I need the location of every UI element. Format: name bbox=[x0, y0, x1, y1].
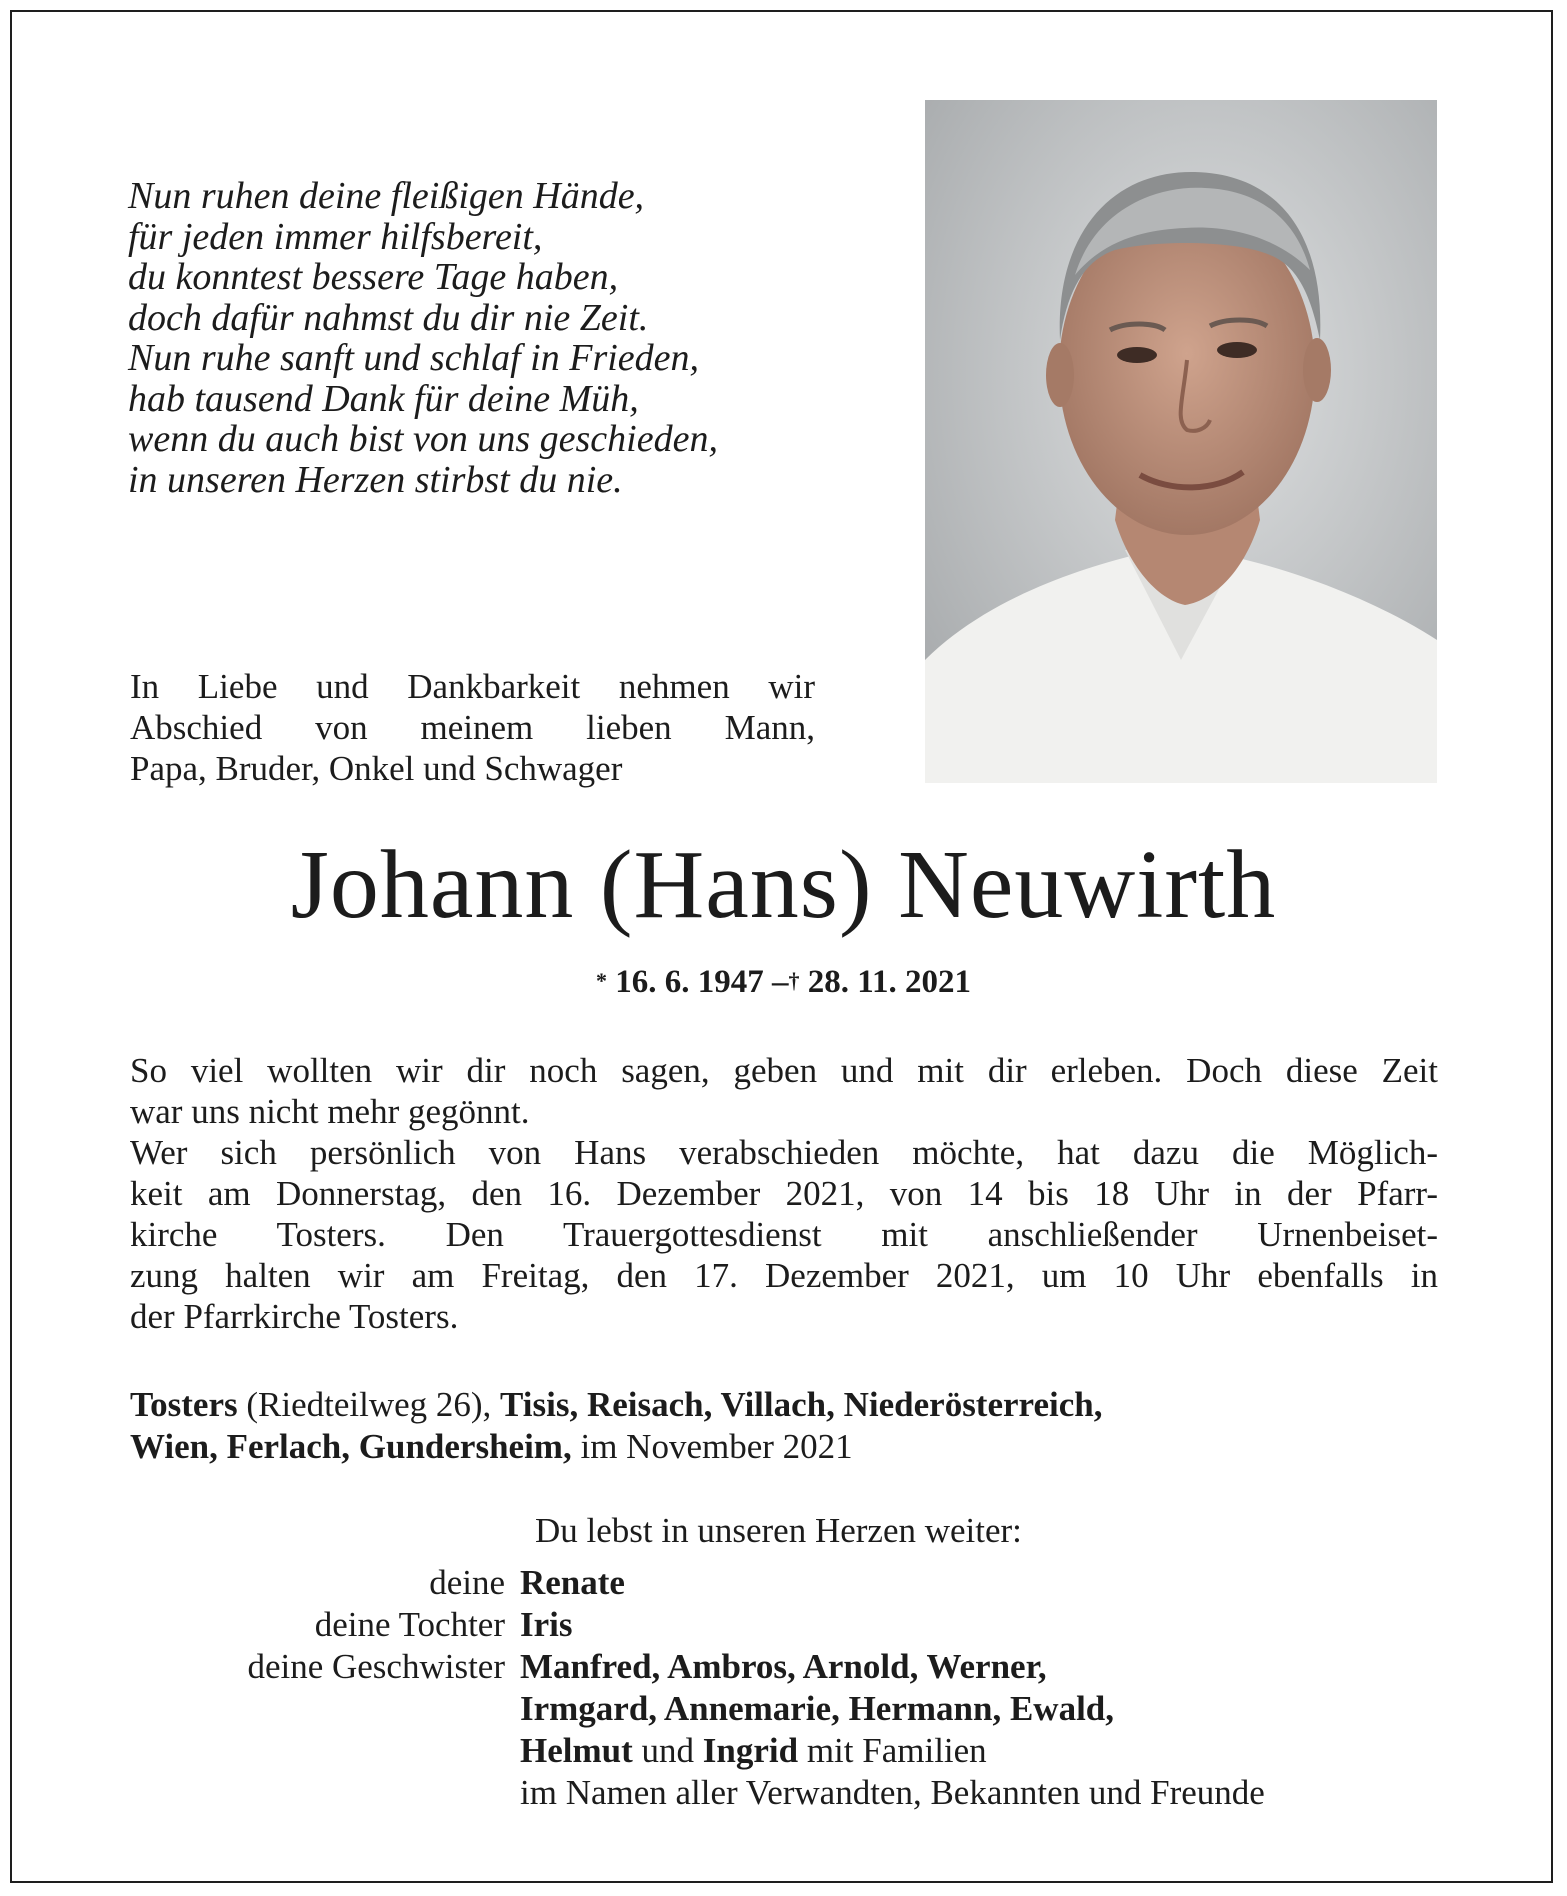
date-dash: – bbox=[772, 964, 789, 1000]
birth-mark: * bbox=[596, 968, 608, 993]
signers bbox=[130, 1562, 1438, 1814]
signer-name: Ingrid bbox=[702, 1731, 799, 1770]
intro-line: Papa, Bruder, Onkel und Schwager bbox=[130, 749, 623, 788]
signer-relation: deine bbox=[429, 1563, 505, 1602]
poem-line: du konntest bessere Tage haben, bbox=[128, 256, 619, 298]
message-line: war uns nicht mehr gegönnt. bbox=[130, 1092, 530, 1131]
place-date: im November 2021 bbox=[571, 1427, 853, 1466]
poem-line: wenn du auch bist von uns geschieden, bbox=[128, 418, 718, 460]
signer-relation: deine Tochter bbox=[314, 1605, 505, 1644]
place-list: Wien, Ferlach, Gundersheim, bbox=[130, 1427, 572, 1466]
deceased-name: Johann (Hans) Neuwirth bbox=[290, 831, 1277, 939]
signer-closing: im Namen aller Verwandten, Bekannten und Freunde bbox=[520, 1773, 1265, 1812]
message-line: Wer sich persönlich von Hans verabschieden möchte, hat dazu die Möglich- bbox=[130, 1133, 1438, 1172]
birth-date: 16. 6. 1947 bbox=[615, 964, 764, 1000]
signer-name: Renate bbox=[520, 1563, 625, 1602]
portrait-photo bbox=[925, 100, 1437, 783]
message-line: keit am Donnerstag, den 16. Dezember 2021, von 14 bis 18 Uhr in der Pfarr- bbox=[130, 1174, 1438, 1213]
poem-line: für jeden immer hilfsbereit, bbox=[128, 215, 543, 258]
signer-name: Manfred, Ambros, Arnold, Werner, bbox=[520, 1647, 1047, 1686]
poem-line: Nun ruhe sanft und schlaf in Frieden, bbox=[128, 337, 700, 379]
message-line: zung halten wir am Freitag, den 17. Dezember 2021, um 10 Uhr ebenfalls in bbox=[130, 1256, 1438, 1295]
poem-line: Nun ruhen deine fleißigen Hände, bbox=[128, 175, 645, 217]
death-mark: † bbox=[788, 968, 800, 993]
farewell-line: Du lebst in unseren Herzen weiter: bbox=[535, 1511, 1022, 1550]
intro-line: In Liebe und Dankbarkeit nehmen wir bbox=[130, 667, 815, 706]
place-address: (Riedteilweg 26), bbox=[237, 1385, 501, 1424]
signer-conjunction: und bbox=[632, 1731, 703, 1770]
life-dates bbox=[0, 962, 1567, 1005]
signer-name: Iris bbox=[520, 1605, 573, 1644]
message-line: der Pfarrkirche Tosters. bbox=[130, 1297, 459, 1336]
intro-text bbox=[130, 666, 815, 789]
places-line bbox=[130, 1384, 1438, 1468]
signer-name: Helmut bbox=[520, 1731, 633, 1770]
poem bbox=[128, 176, 778, 500]
signer-suffix: mit Familien bbox=[798, 1731, 987, 1770]
message-line: So viel wollten wir dir noch sagen, geben und mit dir erleben. Doch diese Zeit bbox=[130, 1051, 1438, 1090]
poem-line: hab tausend Dank für deine Müh, bbox=[128, 377, 639, 420]
death-date: 28. 11. 2021 bbox=[807, 964, 971, 1000]
message-text bbox=[130, 1050, 1438, 1337]
signer-relation: deine Geschwister bbox=[247, 1647, 505, 1686]
signer-name: Irmgard, Annemarie, Hermann, Ewald, bbox=[520, 1689, 1115, 1728]
poem-line: in unseren Herzen stirbst du nie. bbox=[128, 458, 623, 501]
intro-line: Abschied von meinem lieben Mann, bbox=[130, 708, 815, 747]
place-list: Tisis, Reisach, Villach, Niederösterreich, bbox=[500, 1385, 1103, 1424]
message-line: kirche Tosters. Den Trauergottesdienst mit anschließender Urnenbeiset- bbox=[130, 1215, 1438, 1254]
place-tosters: Tosters bbox=[130, 1385, 238, 1424]
poem-line: doch dafür nahmst du dir nie Zeit. bbox=[128, 296, 649, 339]
